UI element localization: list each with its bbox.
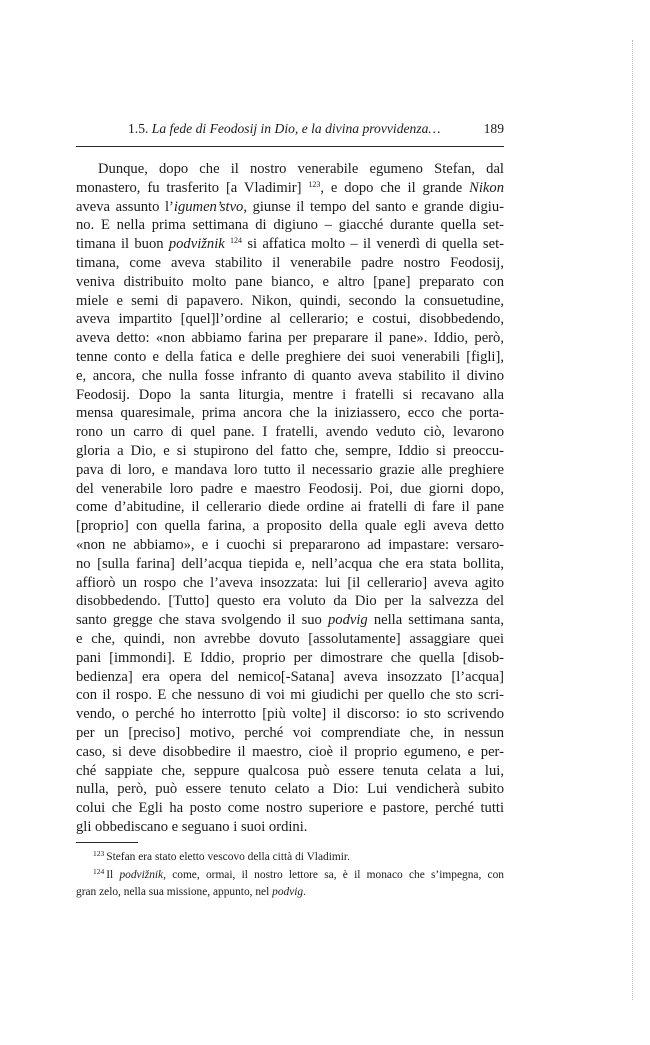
footnote-separator bbox=[76, 842, 138, 843]
text-line: santo gregge che stava svolgendo il suo podvig nella settimana santa, bbox=[76, 612, 504, 629]
scan-edge-mark bbox=[632, 40, 633, 1000]
section-number: 1.5. bbox=[128, 121, 149, 136]
text-line: Feodosij. Dopo la santa liturgia, mentre i fratelli si recavano alla bbox=[76, 386, 504, 403]
footnote-reference: 123 bbox=[308, 179, 321, 189]
main-text bbox=[76, 160, 504, 837]
italic-term: podvižnik bbox=[119, 868, 164, 881]
text-line: con il rospo. E che nessuno di voi mi giudichi per quello che sto scri- bbox=[76, 687, 504, 704]
text-line: monastero, fu trasferito [a Vladimir] $^{123}$, e dopo che il grande Nikon bbox=[76, 179, 504, 196]
italic-term: podvižnik bbox=[168, 236, 225, 253]
text-line: vendo, o perché ho interrotto [più volte] il discorso: io sto scrivendo bbox=[76, 706, 504, 723]
running-head bbox=[76, 118, 504, 140]
text-line: e, ancora, che nulla fosse infranto di quanto aveva stabilito il divino bbox=[76, 367, 504, 384]
text-line: no [sulla farina] dell’acqua tiepida e, nell’acqua che era stata bollita, bbox=[76, 555, 504, 572]
text-line: timana, come aveva stabilito il venerabile padre nostro Feodosij, bbox=[76, 254, 504, 271]
footnote-line: $^{123}$ Stefan era stato eletto vescovo della città di Vladimir. bbox=[93, 849, 350, 863]
section-title: La fede di Feodosij in Dio, e la divina provvidenza… bbox=[151, 121, 441, 136]
page-number: 189 bbox=[483, 121, 504, 136]
text-line: pani [immondi]. E Iddio, proprio per dimostrare che quella [disob- bbox=[76, 649, 504, 666]
text-line: affiorò un rospo che l’aveva insozzata: lui [il cellerario] aveva agito bbox=[76, 574, 504, 591]
text-line: timana il buon podvižnik $^{124}$ si affatica molto – il venerdì di quella set- bbox=[76, 236, 504, 253]
text-line: aveva detto: «non abbiamo farina per preparare il pane». Iddio, però, bbox=[76, 330, 504, 347]
text-line: miele e semi di papavero. Nikon, quindi, secondo la consuetudine, bbox=[76, 292, 504, 309]
text-line: gloria a Dio, e si stupirono del fatto che, sempre, Iddio si preoccu- bbox=[76, 442, 504, 459]
text-line: ché sappiate che, seppure qualcosa può essere tenuta celata a lui, bbox=[76, 762, 504, 779]
text-line: per un [preciso] motivo, perché voi comprendiate che, in nessun bbox=[76, 724, 504, 741]
text-line: mensa quaresimale, prima ancora che la iniziassero, ecco che porta- bbox=[76, 405, 504, 422]
text-line: caso, si deve disobbedire il maestro, cioè il proprio egumeno, e per- bbox=[76, 743, 504, 760]
text-line: rono un carro di quel pane. I fratelli, avendo veduto ciò, levarono bbox=[76, 424, 504, 441]
text-line: colui che Egli ha posto come nostro superiore e pastore, perché tutti bbox=[76, 800, 504, 817]
text-line: e che, quindi, non avrebbe dovuto [assolutamente] assaggiare quei bbox=[76, 630, 504, 647]
text-line: veniva distribuito molto pane bianco, e altro [pane] preparato con bbox=[76, 273, 504, 290]
text-line: no. E nella prima settimana di digiuno – giacché durante quella set- bbox=[76, 217, 504, 234]
text-line: del venerabile loro padre e maestro Feodosij. Poi, due giorni dopo, bbox=[76, 480, 504, 497]
text-line: Dunque, dopo che il nostro venerabile egumeno Stefan, dal bbox=[98, 161, 504, 177]
italic-term: podvig bbox=[327, 612, 368, 629]
text-line: pava di loro, e mandava loro tutto il necessario grazie alle preghiere bbox=[76, 461, 504, 478]
text-line: aveva impartito [quel]l’ordine al cellerario; e costui, disobbedendo, bbox=[76, 311, 504, 328]
text-line: aveva assunto l’igumen’stvo, giunse il tempo del santo e grande digiu- bbox=[76, 198, 504, 215]
header-rule bbox=[76, 146, 504, 147]
footnote-reference: 124 bbox=[93, 866, 105, 876]
text-line: come d’abitudine, il cellerario diede ordine ai fratelli di fare il pane bbox=[76, 499, 504, 516]
text-line: «non ne abbiamo», e i cuochi si prepararono ad impastare: versaro- bbox=[76, 536, 504, 553]
italic-term: podvig bbox=[272, 886, 304, 898]
footnotes bbox=[76, 849, 504, 902]
italic-term: igumen’stvo bbox=[173, 198, 244, 215]
text-line: nulla, però, può essere tenuto celato a Dio: Lui vendicherà subito bbox=[76, 781, 504, 798]
footnote-reference: 123 bbox=[93, 849, 105, 858]
text-line: gli obbediscano e seguano i suoi ordini. bbox=[76, 818, 308, 835]
footnote-reference: 124 bbox=[230, 236, 243, 246]
italic-term: Nikon bbox=[469, 179, 504, 196]
running-head-title bbox=[128, 118, 441, 140]
text-line: bedienza] era opera del nemico[-Satana] aveva insozzato [l’acqua] bbox=[76, 668, 504, 685]
text-line: disobbedendo. [Tutto] questo era voluto da Dio per la salvezza del bbox=[76, 593, 504, 610]
text-line: tenne conto e della fatica e delle preghiere dei suoi venerabili [figli], bbox=[76, 348, 504, 365]
text-line: [proprio] con quella farina, a proposito della quale egli aveva detto bbox=[76, 518, 504, 535]
footnote-line: $^{124}$ Il podvižnik, come, ormai, il nostro lettore sa, è il monaco che s’impegna, con bbox=[93, 866, 504, 881]
footnote-line: gran zelo, nella sua missione, appunto, nel podvig. bbox=[76, 886, 306, 898]
